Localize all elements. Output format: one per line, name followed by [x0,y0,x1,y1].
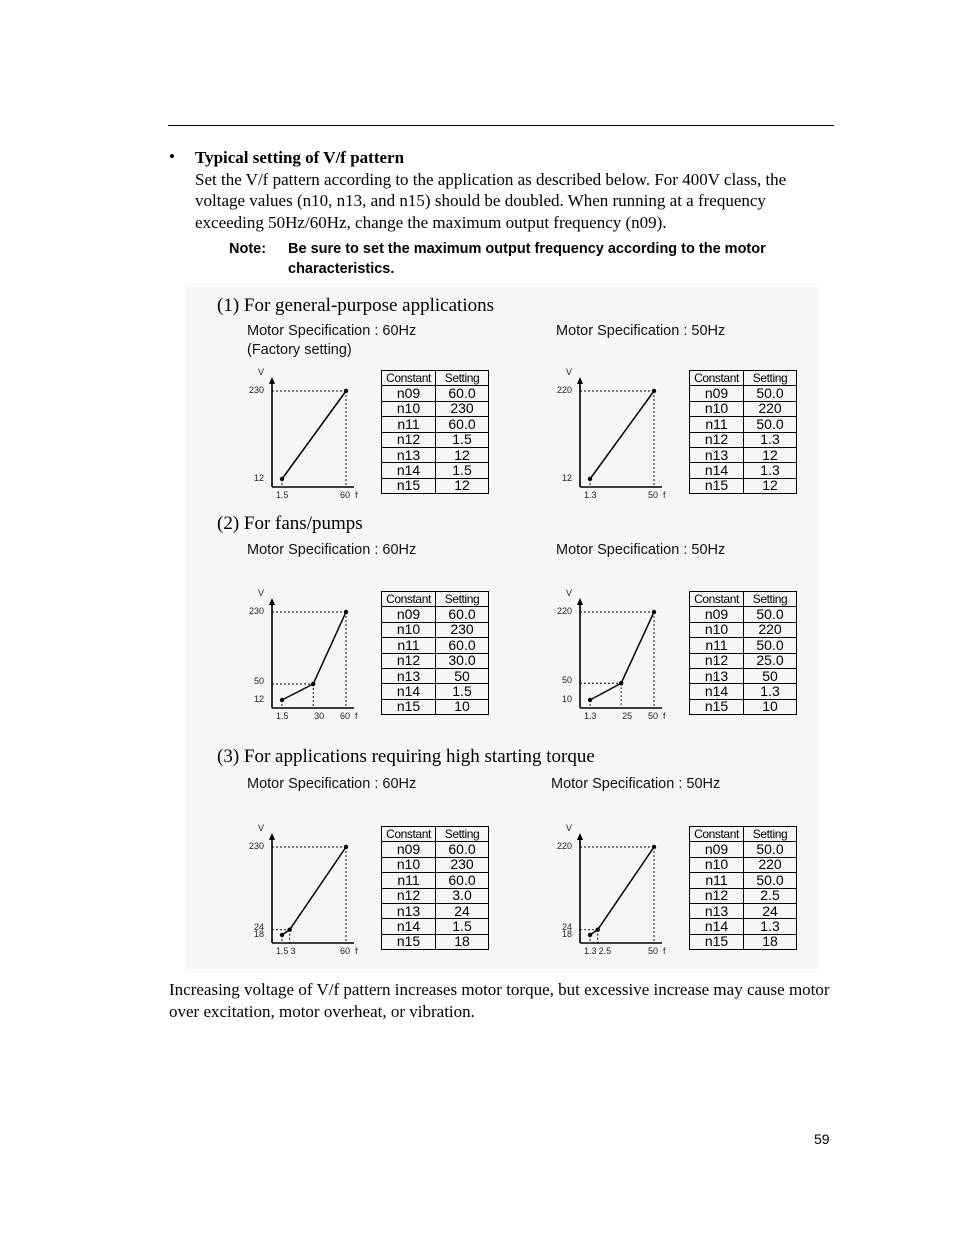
min-voltage-label: 12 [561,473,572,483]
min-frequency-label: 1.5 [276,946,289,956]
table-row [382,888,489,903]
section-body: Set the V/f pattern according to the application as described below. For 400V class, the voltage values (n10, n13, and n15) should be doubled. When running at a frequency exceeding 50Hz/60Hz, change the maximum output frequency (n09). [195,169,787,233]
min-voltage-label: 18 [253,929,264,939]
table-row [690,607,797,622]
max-frequency-label: 50 [648,946,659,956]
mid-frequency-label: 30 [314,711,325,721]
constant-cell: n14 [382,684,436,699]
setting-cell: 1.5 [436,919,489,934]
setting-cell: 50 [744,668,797,683]
table-row [382,607,489,622]
table-header-row [690,827,797,842]
table-row [690,684,797,699]
voltage-axis-arrow-icon [269,377,275,384]
min-frequency-label: 1.3 [584,946,597,956]
panel-torque-60hz [250,825,490,965]
group-3-title: (3) For applications requiring high starting torque [217,746,595,767]
table-row [382,401,489,416]
min-voltage-label: 12 [253,694,264,704]
settings-table [381,370,489,494]
header-setting: Setting [436,592,489,607]
table-row [382,903,489,918]
mid-voltage-label: 24 [253,921,264,932]
table-row [690,638,797,653]
table-row [690,653,797,668]
setting-cell: 50.0 [744,638,797,653]
constant-cell: n13 [690,668,744,683]
setting-cell: 50.0 [744,842,797,857]
min-voltage-label: 12 [253,473,264,483]
group-1-left-spec: Motor Specification : 60Hz [247,323,417,339]
frequency-axis-label: f [355,711,358,721]
voltage-axis-arrow-icon [269,598,275,605]
constant-cell: n15 [690,699,744,714]
header-constant: Constant [690,827,744,842]
vf-point [344,610,348,614]
vf-point [595,928,599,932]
setting-cell: 1.3 [744,432,797,447]
header-constant: Constant [382,371,436,386]
constant-cell: n14 [690,463,744,478]
constant-cell: n09 [382,607,436,622]
table-row [690,463,797,478]
mid-voltage-label: 50 [561,675,572,686]
table-row [382,668,489,683]
setting-cell: 60.0 [436,417,489,432]
note-label: Note: [229,241,267,257]
constant-cell: n09 [690,842,744,857]
voltage-axis-arrow-icon [577,598,583,605]
settings-table [689,591,797,715]
settings-table [689,370,797,494]
settings-table [381,826,489,950]
setting-cell: 1.5 [436,684,489,699]
setting-cell: 10 [744,699,797,714]
vf-point [280,698,284,702]
setting-cell: 220 [744,622,797,637]
voltage-axis-label: V [258,823,265,833]
setting-cell: 1.5 [436,463,489,478]
vf-curve [282,612,346,700]
vf-point [652,389,656,393]
group-1-right-spec: Motor Specification : 50Hz [556,323,726,339]
max-voltage-label: 230 [248,841,264,851]
table-row [382,478,489,493]
setting-cell: 220 [744,857,797,872]
constant-cell: n14 [382,463,436,478]
table-row [690,873,797,888]
table-row [382,447,489,462]
header-setting: Setting [744,592,797,607]
panel-fans-60hz [250,590,490,730]
vf-point [287,928,291,932]
vf-curve [282,391,346,479]
mid-frequency-label: 3 [290,946,296,956]
vf-point [588,698,592,702]
constant-cell: n15 [690,478,744,493]
table-header-row [690,371,797,386]
table-row [690,386,797,401]
table-row [382,934,489,949]
vf-point [280,477,284,481]
table-row [690,622,797,637]
table-row [690,857,797,872]
header-constant: Constant [690,371,744,386]
max-frequency-label: 50 [648,490,659,500]
constant-cell: n09 [690,607,744,622]
mid-frequency-label: 25 [622,711,633,721]
table-header-row [382,592,489,607]
constant-cell: n11 [690,873,744,888]
max-voltage-label: 220 [556,841,572,851]
min-voltage-label: 18 [561,929,572,939]
setting-cell: 12 [744,478,797,493]
header-setting: Setting [436,371,489,386]
constant-cell: n15 [690,934,744,949]
group-2-right-spec: Motor Specification : 50Hz [556,542,726,558]
vf-point [652,845,656,849]
table-row [382,417,489,432]
constant-cell: n12 [382,653,436,668]
group-2-title: (2) For fans/pumps [217,513,363,534]
max-voltage-label: 220 [556,606,572,616]
min-frequency-label: 1.3 [584,490,597,500]
setting-cell: 25.0 [744,653,797,668]
panel-fans-50hz [558,590,798,730]
constant-cell: n11 [690,417,744,432]
table-row [382,919,489,934]
vf-curve [590,847,654,935]
header-constant: Constant [690,592,744,607]
constant-cell: n09 [382,842,436,857]
note-text: Be sure to set the maximum output frequency according to the motor characteristics. [288,241,766,277]
table-row [690,919,797,934]
constant-cell: n10 [382,857,436,872]
max-voltage-label: 230 [248,606,264,616]
header-setting: Setting [436,827,489,842]
setting-cell: 1.3 [744,463,797,478]
table-row [690,432,797,447]
mid-voltage-label: 24 [561,921,572,932]
setting-cell: 12 [436,447,489,462]
vf-point [344,389,348,393]
vf-curve [590,391,654,479]
table-row [690,401,797,416]
constant-cell: n12 [690,888,744,903]
setting-cell: 30.0 [436,653,489,668]
max-voltage-label: 230 [248,385,264,395]
panel-torque-50hz [558,825,798,965]
constant-cell: n12 [382,432,436,447]
panel-general-50hz [558,369,798,509]
setting-cell: 18 [744,934,797,949]
constant-cell: n10 [382,401,436,416]
table-row [690,903,797,918]
settings-table [689,826,797,950]
setting-cell: 230 [436,622,489,637]
setting-cell: 50.0 [744,386,797,401]
section-heading: Typical setting of V/f pattern [195,148,405,167]
max-frequency-label: 60 [340,711,351,721]
voltage-axis-label: V [258,588,265,598]
vf-point [588,477,592,481]
table-row [382,842,489,857]
constant-cell: n10 [382,622,436,637]
setting-cell: 220 [744,401,797,416]
table-row [382,463,489,478]
setting-cell: 10 [436,699,489,714]
table-header-row [382,827,489,842]
constant-cell: n12 [382,888,436,903]
setting-cell: 50.0 [744,607,797,622]
setting-cell: 60.0 [436,386,489,401]
intro-block [195,147,835,234]
setting-cell: 18 [436,934,489,949]
constant-cell: n14 [690,684,744,699]
group-1-title: (1) For general-purpose applications [217,295,494,316]
setting-cell: 60.0 [436,607,489,622]
voltage-axis-arrow-icon [577,377,583,384]
frequency-axis-label: f [663,490,666,500]
setting-cell: 60.0 [436,873,489,888]
table-row [690,888,797,903]
constant-cell: n10 [690,622,744,637]
constant-cell: n09 [382,386,436,401]
header-setting: Setting [744,827,797,842]
constant-cell: n13 [690,447,744,462]
table-row [382,873,489,888]
page-number: 59 [814,1131,830,1147]
setting-cell: 1.3 [744,919,797,934]
setting-cell: 230 [436,857,489,872]
setting-cell: 50.0 [744,873,797,888]
table-row [690,447,797,462]
header-constant: Constant [382,592,436,607]
table-row [690,699,797,714]
panel-general-60hz [250,369,490,509]
settings-table [381,591,489,715]
table-row [382,857,489,872]
table-row [690,934,797,949]
setting-cell: 24 [436,903,489,918]
header-constant: Constant [382,827,436,842]
voltage-axis-label: V [566,823,573,833]
group-1-factory-note: (Factory setting) [247,342,352,358]
setting-cell: 12 [436,478,489,493]
table-row [382,638,489,653]
constant-cell: n10 [690,857,744,872]
table-row [690,417,797,432]
constant-cell: n14 [690,919,744,934]
table-row [690,478,797,493]
voltage-axis-label: V [566,588,573,598]
setting-cell: 1.3 [744,684,797,699]
vf-point [588,933,592,937]
setting-cell: 1.5 [436,432,489,447]
max-frequency-label: 60 [340,946,351,956]
constant-cell: n12 [690,432,744,447]
voltage-axis-label: V [566,367,573,377]
constant-cell: n13 [382,668,436,683]
min-frequency-label: 1.3 [584,711,597,721]
setting-cell: 12 [744,447,797,462]
constant-cell: n12 [690,653,744,668]
vf-curve [590,612,654,700]
mid-frequency-label: 2.5 [598,946,612,956]
table-row [382,386,489,401]
min-voltage-label: 10 [561,694,572,704]
constant-cell: n11 [382,638,436,653]
setting-cell: 3.0 [436,888,489,903]
constant-cell: n15 [382,478,436,493]
setting-cell: 24 [744,903,797,918]
constant-cell: n09 [690,386,744,401]
constant-cell: n13 [382,903,436,918]
table-row [382,684,489,699]
frequency-axis-label: f [663,711,666,721]
voltage-axis-arrow-icon [269,833,275,840]
table-row [690,668,797,683]
constant-cell: n15 [382,934,436,949]
voltage-axis-label: V [258,367,265,377]
group-2-left-spec: Motor Specification : 60Hz [247,542,417,558]
setting-cell: 50 [436,668,489,683]
group-3-right-spec: Motor Specification : 50Hz [551,776,721,792]
table-row [382,699,489,714]
frequency-axis-label: f [355,490,358,500]
constant-cell: n13 [690,903,744,918]
constant-cell: n13 [382,447,436,462]
constant-cell: n11 [690,638,744,653]
setting-cell: 2.5 [744,888,797,903]
min-frequency-label: 1.5 [276,490,289,500]
constant-cell: n10 [690,401,744,416]
header-rule [168,125,834,126]
vf-point [311,682,315,686]
min-frequency-label: 1.5 [276,711,289,721]
voltage-axis-arrow-icon [577,833,583,840]
closing-paragraph: Increasing voltage of V/f pattern increases motor torque, but excessive increase may cause motor over excitation, motor overheat, or vibration. [169,980,830,1021]
vf-curve [282,847,346,935]
constant-cell: n11 [382,873,436,888]
setting-cell: 230 [436,401,489,416]
mid-voltage-label: 50 [253,676,264,686]
header-setting: Setting [744,371,797,386]
table-header-row [382,371,489,386]
max-frequency-label: 60 [340,490,351,500]
table-row [690,842,797,857]
bullet: • [169,147,175,166]
table-row [382,653,489,668]
setting-cell: 60.0 [436,842,489,857]
group-3-left-spec: Motor Specification : 60Hz [247,776,417,792]
setting-cell: 60.0 [436,638,489,653]
frequency-axis-label: f [355,946,358,956]
setting-cell: 50.0 [744,417,797,432]
vf-point [280,933,284,937]
vf-point [619,681,623,685]
vf-point [344,845,348,849]
table-row [382,622,489,637]
constant-cell: n14 [382,919,436,934]
max-frequency-label: 50 [648,711,659,721]
constant-cell: n15 [382,699,436,714]
vf-point [652,610,656,614]
max-voltage-label: 220 [556,385,572,395]
frequency-axis-label: f [663,946,666,956]
constant-cell: n11 [382,417,436,432]
table-row [382,432,489,447]
table-header-row [690,592,797,607]
